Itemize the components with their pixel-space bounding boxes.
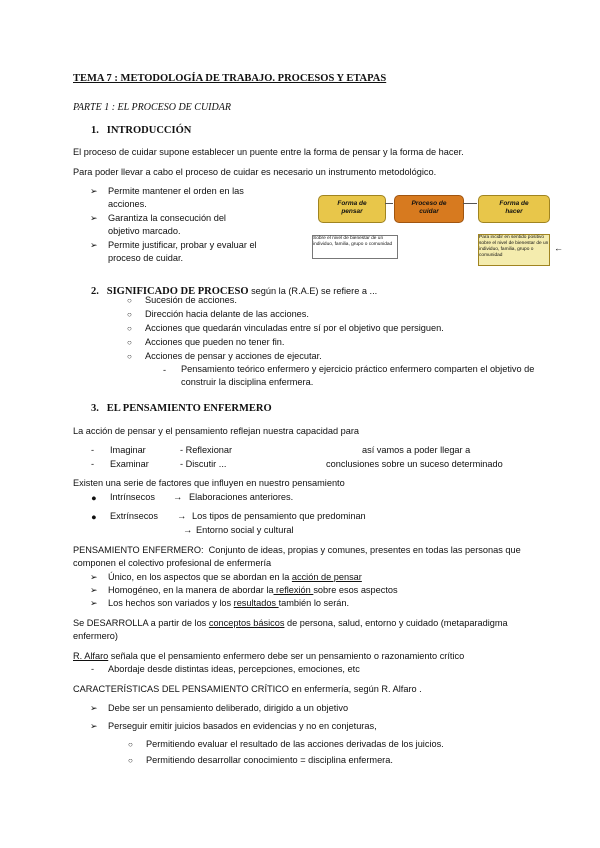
- circle-bullet-icon: ○: [127, 324, 132, 333]
- arrow-left-icon: ←: [554, 243, 563, 253]
- factors-intro: Existen una serie de factores que influyen en nuestro pensamiento: [73, 478, 345, 488]
- process-item-2: Dirección hacia delante de las acciones.: [145, 309, 309, 319]
- dash-bullet-icon: -: [91, 664, 95, 674]
- circle-bullet-icon: ○: [128, 740, 133, 749]
- page-title: TEMA 7 : METODOLOGÍA DE TRABAJO. PROCESOS Y ETAPAS: [73, 73, 387, 84]
- process-sub-line-2: construir la disciplina enfermera.: [181, 377, 314, 387]
- dash-bullet-icon: -: [91, 459, 95, 469]
- arrow-right-icon: →: [173, 492, 183, 502]
- process-sub-line-1: Pensamiento teórico enfermero y ejercicio práctico enfermero comparten el objetivo de: [181, 364, 535, 374]
- diagram-box-forma-de-hacer: Forma de hacer: [478, 195, 550, 223]
- circle-bullet-icon: ○: [127, 338, 132, 347]
- bullet-2-line-1: Garantiza la consecución del: [108, 213, 226, 223]
- develops-line-2: enfermero): [73, 631, 118, 641]
- conclusion-line-1: así vamos a poder llegar a: [362, 445, 471, 455]
- conclusion-line-2: conclusiones sobre un suceso determinado: [326, 459, 503, 469]
- arrow-bullet-icon: ➢: [90, 585, 98, 595]
- arrow-bullet-icon: ➢: [90, 240, 98, 250]
- ability-discutir: - Discutir ...: [180, 459, 227, 469]
- section-1-heading: 1. INTRODUCCIÓN: [91, 125, 192, 136]
- nursing-thought-definition: PENSAMIENTO ENFERMERO: Conjunto de ideas, propias y comunes, presentes en todas las personas que: [73, 545, 521, 555]
- part-heading: PARTE 1 : EL PROCESO DE CUIDAR: [73, 102, 231, 113]
- nursing-thought-definition-2: componen el colectivo profesional de enfermería: [73, 558, 272, 568]
- circle-bullet-icon: ○: [127, 310, 132, 319]
- section-3-heading: 3. EL PENSAMIENTO ENFERMERO: [91, 403, 272, 414]
- critical-characteristics: CARACTERÍSTICAS DEL PENSAMIENTO CRÍTICO en enfermería, según R. Alfaro .: [73, 684, 422, 694]
- connector-line: [463, 203, 477, 204]
- bullet-dot-icon: ●: [91, 512, 97, 522]
- bullet-1-line-2: acciones.: [108, 199, 147, 209]
- thinking-intro: La acción de pensar y el pensamiento reflejan nuestra capacidad para: [73, 426, 360, 436]
- circle-bullet-icon: ○: [128, 756, 133, 765]
- diagram-box-proceso-de-cuidar: Proceso de cuidar: [394, 195, 464, 223]
- alfaro-line: R. Alfaro señala que el pensamiento enfermero debe ser un pensamiento o razonamiento crítico: [73, 651, 465, 661]
- intrinsic-value: Elaboraciones anteriores.: [189, 492, 294, 502]
- dash-bullet-icon: -: [91, 445, 95, 455]
- extrinsic-value-2: Entorno social y cultural: [196, 525, 294, 535]
- ability-examinar: Examinar: [110, 459, 149, 469]
- process-item-5: Acciones de pensar y acciones de ejecutar.: [145, 351, 322, 361]
- arrow-bullet-icon: ➢: [90, 598, 98, 608]
- ability-imaginar: Imaginar: [110, 445, 146, 455]
- arrow-bullet-icon: ➢: [90, 213, 98, 223]
- arrow-bullet-icon: ➢: [90, 703, 98, 713]
- characteristic-2a: Permitiendo evaluar el resultado de las acciones derivadas de los juicios.: [146, 739, 444, 749]
- arrow-right-icon: →: [177, 511, 187, 521]
- bullet-dot-icon: ●: [91, 493, 97, 503]
- characteristic-2b: Permitiendo desarrollar conocimiento = disciplina enfermera.: [146, 755, 393, 765]
- bullet-1-line-1: Permite mantener el orden en las: [108, 186, 244, 196]
- characteristic-2: Perseguir emitir juicios basados en evidencias y no en conjeturas,: [108, 721, 377, 731]
- bullet-3-line-1: Permite justificar, probar y evaluar el: [108, 240, 257, 250]
- nursing-trait-1: Único, en los aspectos que se abordan en la acción de pensar: [108, 572, 362, 582]
- dash-bullet-icon: -: [163, 365, 167, 375]
- alfaro-sub: Abordaje desde distintas ideas, percepciones, emociones, etc: [108, 664, 360, 674]
- nursing-trait-2: Homogéneo, en la manera de abordar la reflexión sobre esos aspectos: [108, 585, 398, 595]
- intro-paragraph-1: El proceso de cuidar supone establecer un puente entre la forma de pensar y la forma de hacer.: [73, 147, 464, 157]
- ability-reflexionar: - Reflexionar: [180, 445, 233, 455]
- process-item-1: Sucesión de acciones.: [145, 295, 237, 305]
- develops-line-1: Se DESARROLLA a partir de los conceptos básicos de persona, salud, entorno y cuidado (metaparadigma: [73, 618, 508, 628]
- extrinsic-label: Extrínsecos: [110, 511, 158, 521]
- bullet-3-line-2: proceso de cuidar.: [108, 253, 184, 263]
- diagram-note-2: Para incidir en sentido positivo sobre el nivel de bienestar de un individuo, familia, grupo o comunidad: [478, 234, 550, 266]
- diagram-note-1: Sobre el nivel de bienestar de un individuo, familia, grupo o comunidad: [312, 235, 398, 259]
- process-item-4: Acciones que pueden no tener fin.: [145, 337, 285, 347]
- section-2-heading: 2. SIGNIFICADO DE PROCESO según la (R.A.E) se refiere a ...: [91, 286, 378, 297]
- circle-bullet-icon: ○: [127, 296, 132, 305]
- connector-line: [385, 203, 393, 204]
- intro-paragraph-2: Para poder llevar a cabo el proceso de cuidar es necesario un instrumento metodológico.: [73, 167, 437, 177]
- process-item-3: Acciones que quedarán vinculadas entre sí por el objetivo que persiguen.: [145, 323, 444, 333]
- arrow-right-icon: →: [183, 525, 193, 535]
- bullet-2-line-2: objetivo marcado.: [108, 226, 181, 236]
- arrow-bullet-icon: ➢: [90, 572, 98, 582]
- arrow-bullet-icon: ➢: [90, 721, 98, 731]
- intrinsic-label: Intrínsecos: [110, 492, 155, 502]
- circle-bullet-icon: ○: [127, 352, 132, 361]
- arrow-bullet-icon: ➢: [90, 186, 98, 196]
- diagram-box-forma-de-pensar: Forma de pensar: [318, 195, 386, 223]
- characteristic-1: Debe ser un pensamiento deliberado, dirigido a un objetivo: [108, 703, 349, 713]
- nursing-trait-3: Los hechos son variados y los resultados también lo serán.: [108, 598, 350, 608]
- extrinsic-value-1: Los tipos de pensamiento que predominan: [192, 511, 366, 521]
